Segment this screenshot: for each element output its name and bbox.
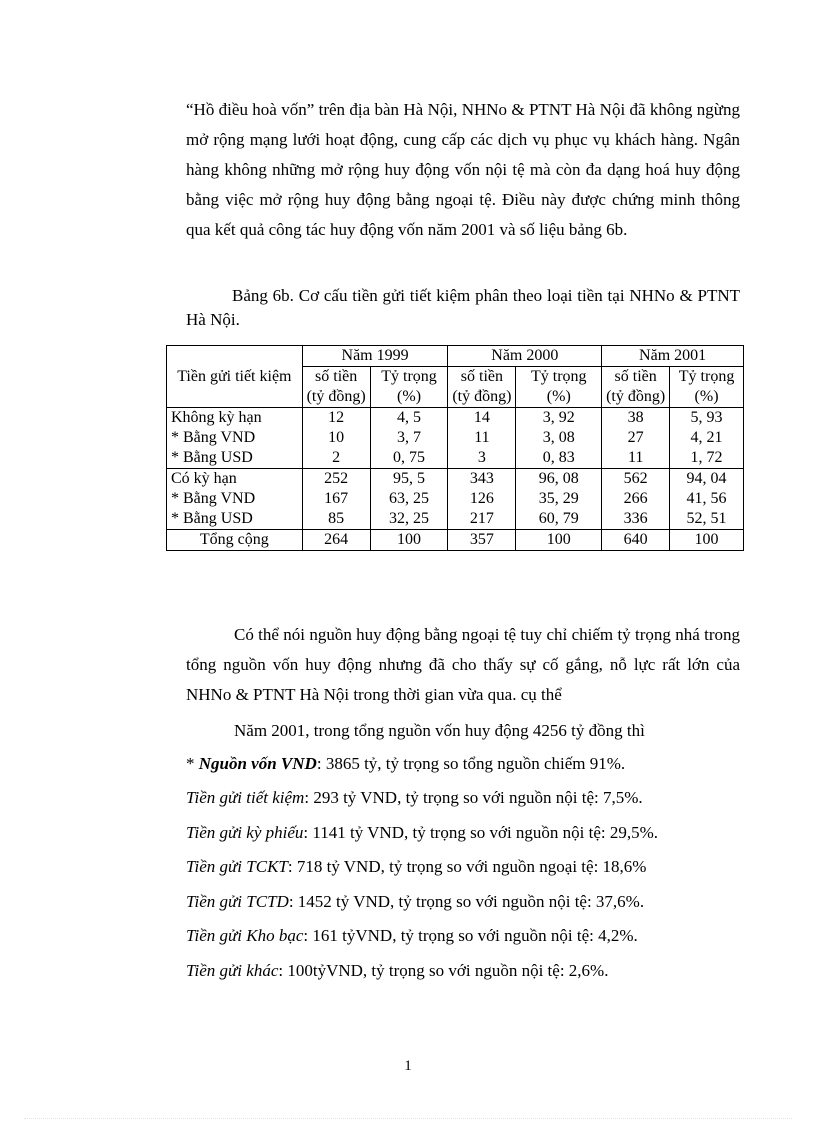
deposit-text: : 1141 tỷ VND, tỷ trọng so với nguồn nội tệ: 29,5%.: [303, 822, 659, 842]
ratio-cell: 41, 56: [670, 489, 744, 509]
amount-cell: 336: [602, 509, 670, 530]
ratio-cell: 3, 92: [516, 408, 602, 429]
table-row: [167, 530, 744, 551]
amount-cell: 38: [602, 408, 670, 429]
deposit-label: Tiền gửi TCKT: [186, 857, 288, 877]
deposit-label: Tiền gửi khác: [186, 961, 279, 980]
deposit-text: : 1452 tỷ VND, tỷ trọng so với nguồn nội tệ: 37,6%.: [288, 891, 645, 911]
ratio-cell: 32, 25: [370, 509, 448, 530]
ratio-cell: 1, 72: [670, 448, 744, 469]
row-label: * Bằng VND: [167, 428, 303, 448]
ratio-cell: 100: [516, 530, 602, 551]
amount-cell: 640: [602, 530, 670, 551]
page-number: 1: [404, 1058, 412, 1074]
year-header: Năm 2000: [448, 346, 602, 367]
table-row: [167, 428, 744, 448]
deposit-label: Tiền gửi TCTD: [186, 891, 289, 911]
second-paragraph: Có thể nói nguồn huy động bằng ngoại tệ tuy chỉ chiếm tỷ trọng nhá trong tổng nguồn vốn huy động nhưng đã cho thấy sự cố gắng, nỗ lực rất lớn của NHNo & PTNT Hà Nội trong thời gian vừa qua. cụ thể: [186, 625, 740, 704]
row-label: * Bằng USD: [167, 448, 303, 469]
amount-cell: 562: [602, 469, 670, 490]
vnd-text: : 3865 tỷ, tỷ trọng so tổng nguồn chiếm 91%.: [316, 754, 626, 773]
ratio-cell: 4, 5: [370, 408, 448, 429]
ratio-cell: 60, 79: [516, 509, 602, 530]
col-amount: số tiền (tỷ đồng): [602, 367, 670, 408]
ratio-cell: 94, 04: [670, 469, 744, 490]
table-row: [167, 448, 744, 469]
amount-cell: 85: [302, 509, 370, 530]
vnd-label: Nguồn vốn VND: [198, 754, 317, 773]
col-amount: số tiền (tỷ đồng): [448, 367, 516, 408]
row-label: * Bằng USD: [167, 509, 303, 530]
table-row: [167, 489, 744, 509]
amount-cell: 12: [302, 408, 370, 429]
ratio-cell: 0, 75: [370, 448, 448, 469]
amount-cell: 264: [302, 530, 370, 551]
amount-cell: 126: [448, 489, 516, 509]
ratio-cell: 95, 5: [370, 469, 448, 490]
deposit-line: [186, 852, 746, 882]
savings-table: [166, 345, 744, 551]
amount-cell: 3: [448, 448, 516, 469]
deposit-label: Tiền gửi Kho bạc: [186, 926, 304, 946]
ratio-cell: 100: [370, 530, 448, 551]
vnd-prefix: *: [186, 754, 199, 773]
table-row: [167, 509, 744, 530]
deposit-line: [186, 783, 746, 813]
year-header: Năm 2001: [602, 346, 744, 367]
ratio-cell: 52, 51: [670, 509, 744, 530]
deposit-text: : 293 tỷ VND, tỷ trọng so với nguồn nội tệ: 7,5%.: [304, 788, 643, 807]
amount-cell: 11: [602, 448, 670, 469]
deposit-text: : 100tỷVND, tỷ trọng so với nguồn nội tệ: 2,6%.: [278, 961, 609, 980]
table-row: [167, 469, 744, 490]
table-row: [167, 408, 744, 429]
footer-divider: [24, 1118, 792, 1119]
ratio-cell: 96, 08: [516, 469, 602, 490]
ratio-cell: 100: [670, 530, 744, 551]
amount-cell: 167: [302, 489, 370, 509]
amount-cell: 252: [302, 469, 370, 490]
year-header: Năm 1999: [302, 346, 448, 367]
vnd-line: [186, 749, 746, 779]
deposit-line: [186, 956, 746, 986]
ratio-cell: 0, 83: [516, 448, 602, 469]
row-label: Không kỳ hạn: [167, 408, 303, 429]
ratio-cell: 35, 29: [516, 489, 602, 509]
deposit-text: : 161 tỷVND, tỷ trọng so với nguồn nội tệ: 4,2%.: [303, 926, 638, 946]
intro-paragraph: “Hồ điều hoà vốn” trên địa bàn Hà Nội, NHNo & PTNT Hà Nội đã không ngừng mở rộng mạng lưới hoạt động, cung cấp các dịch vụ phục vụ khách hàng. Ngân hàng không những mở rộng huy động vốn nội tệ mà còn đa dạng hoá huy động bằng việc mở rộng huy động bằng ngoại tệ. Điều này được chứng minh thông qua kết quả công tác huy động vốn năm 2001 và số liệu bảng 6b.: [186, 100, 740, 239]
deposit-label: Tiền gửi tiết kiệm: [186, 788, 305, 807]
col-ratio: Tỷ trọng (%): [670, 367, 744, 408]
ratio-cell: 5, 93: [670, 408, 744, 429]
table-caption: Bảng 6b. Cơ cấu tiền gửi tiết kiệm phân theo loại tiền tại NHNo & PTNT Hà Nội.: [186, 286, 740, 329]
amount-cell: 10: [302, 428, 370, 448]
deposit-text: : 718 tỷ VND, tỷ trọng so với nguồn ngoại tệ: 18,6%: [287, 857, 647, 877]
ratio-cell: 4, 21: [670, 428, 744, 448]
row-label: Tổng cộng: [167, 530, 303, 551]
deposit-line: [186, 921, 746, 951]
deposit-line: [186, 887, 746, 917]
ratio-cell: 63, 25: [370, 489, 448, 509]
table-header-row: [167, 346, 744, 367]
col-ratio: Tỷ trọng (%): [370, 367, 448, 408]
ratio-cell: 3, 08: [516, 428, 602, 448]
year-line: Năm 2001, trong tổng nguồn vốn huy động 4256 tỷ đồng thì: [234, 721, 645, 740]
amount-cell: 357: [448, 530, 516, 551]
amount-cell: 2: [302, 448, 370, 469]
row-label: Có kỳ hạn: [167, 469, 303, 490]
amount-cell: 266: [602, 489, 670, 509]
amount-cell: 14: [448, 408, 516, 429]
col-amount: số tiền (tỷ đồng): [302, 367, 370, 408]
row-label: * Bằng VND: [167, 489, 303, 509]
deposit-label: Tiền gửi kỳ phiếu: [186, 822, 304, 842]
deposit-line: [186, 818, 746, 848]
table-body: [167, 408, 744, 551]
col-ratio: Tỷ trọng (%): [516, 367, 602, 408]
amount-cell: 343: [448, 469, 516, 490]
row-header: Tiền gửi tiết kiệm: [167, 346, 303, 408]
amount-cell: 27: [602, 428, 670, 448]
amount-cell: 11: [448, 428, 516, 448]
ratio-cell: 3, 7: [370, 428, 448, 448]
amount-cell: 217: [448, 509, 516, 530]
